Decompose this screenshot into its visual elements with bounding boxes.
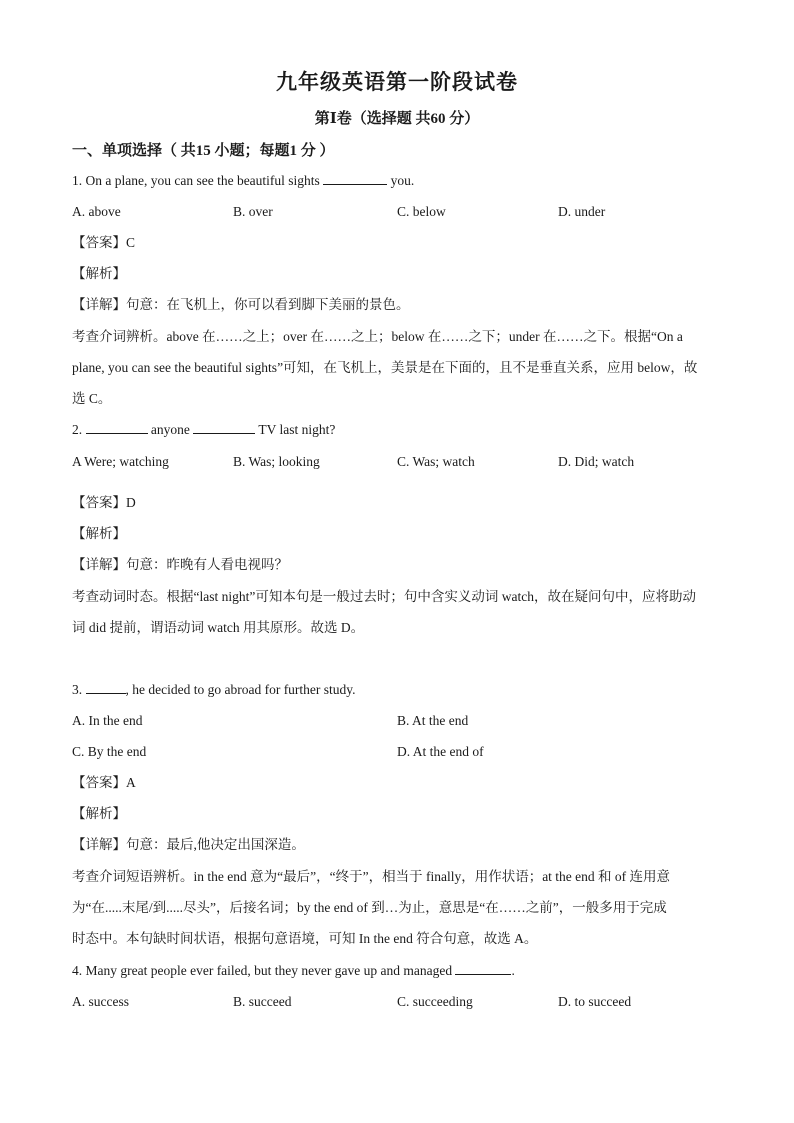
question-1-option-d: D. under [558, 204, 606, 219]
question-1-detail: 【详解】句意：在飞机上，你可以看到脚下美丽的景色。 [72, 297, 410, 312]
question-3-explanation-line: 时态中。本句缺时间状语，根据句意语境，可知 In the end 符合句意，故选 A。 [72, 931, 538, 946]
question-3-answer: 【答案】A [72, 775, 136, 790]
answer-blank [455, 974, 511, 975]
question-3-explanation-line: 为“在.....末尾/到.....尽头”，后接名词；by the end of 到…为止，意思是“在……之前”，一般多用于完成 [72, 900, 667, 915]
question-4-option-a: A. success [72, 994, 129, 1009]
question-4-option-b: B. succeed [233, 994, 292, 1009]
answer-blank [193, 433, 255, 434]
question-4-option-d: D. to succeed [558, 994, 632, 1009]
question-1-explanation-line: plane, you can see the beautiful sights”可知，在飞机上，美景是在下面的，且不是垂直关系，应用 below，故 [72, 360, 698, 375]
question-2-option-d: D. Did; watch [558, 454, 635, 469]
question-2-stem: 2. anyone TV last night? [72, 422, 336, 437]
question-3-option-b: B. At the end [397, 713, 469, 728]
question-3-option-a: A. In the end [72, 713, 143, 728]
question-2-option-c: C. Was; watch [397, 454, 475, 469]
question-1-explanation-line: 考查介词辨析。above 在……之上；over 在……之上；below 在……之下；under 在……之下。根据“On a [72, 329, 683, 344]
question-4-option-c: C. succeeding [397, 994, 473, 1009]
section-heading: 一、单项选择（ 共15 小题；每题1 分 ） [72, 143, 335, 159]
question-1-explanation-line: 选 C。 [72, 391, 112, 406]
question-1-option-b: B. over [233, 204, 273, 219]
question-2-analysis-label: 【解析】 [72, 526, 126, 541]
question-1-answer: 【答案】C [72, 235, 136, 250]
answer-blank [86, 433, 148, 434]
answer-blank [86, 693, 126, 694]
question-2-explanation-line: 词 did 提前，谓语动词 watch 用其原形。故选 D。 [72, 620, 365, 635]
question-2-option-b: B. Was; looking [233, 454, 320, 469]
question-3-detail: 【详解】句意：最后,他决定出国深造。 [72, 837, 305, 852]
exam-title: 九年级英语第一阶段试卷 [276, 70, 518, 94]
question-1-option-a: A. above [72, 204, 121, 219]
question-2-explanation-line: 考查动词时态。根据“last night”可知本句是一般过去时；句中含实义动词 watch，故在疑问句中，应将助动 [72, 589, 696, 604]
answer-blank [323, 184, 387, 185]
question-4-stem: 4. Many great people ever failed, but they never gave up and managed . [72, 963, 515, 978]
question-3-option-c: C. By the end [72, 744, 147, 759]
question-3-analysis-label: 【解析】 [72, 806, 126, 821]
question-3-explanation-line: 考查介词短语辨析。in the end 意为“最后”，“终于”，相当于 finally，用作状语；at the end 和 of 连用意 [72, 869, 671, 884]
question-1-option-c: C. below [397, 204, 446, 219]
question-1-stem: 1. On a plane, you can see the beautiful sights you. [72, 173, 415, 188]
question-1-analysis-label: 【解析】 [72, 266, 126, 281]
question-2-option-a: A Were; watching [72, 454, 169, 469]
question-2-answer: 【答案】D [72, 495, 136, 510]
paper-subtitle: 第Ⅰ卷（选择题 共60 分） [314, 111, 480, 127]
question-3-option-d: D. At the end of [397, 744, 484, 759]
question-2-detail: 【详解】句意：昨晚有人看电视吗？ [72, 557, 288, 572]
question-3-stem: 3. , he decided to go abroad for further study. [72, 682, 356, 697]
